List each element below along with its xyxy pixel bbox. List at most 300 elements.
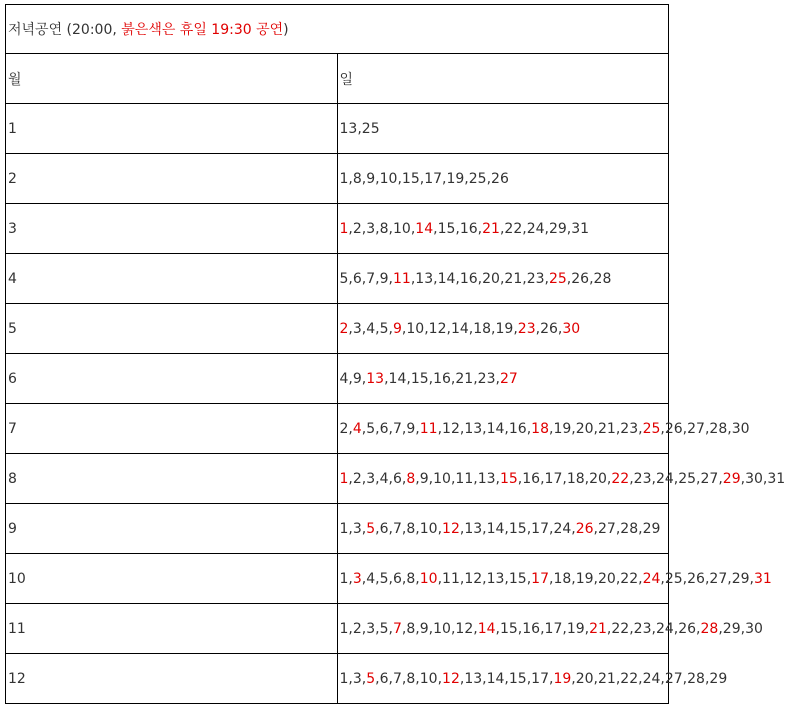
day-number: 23 [633,620,652,637]
day-separator: , [571,570,576,587]
day-separator: , [361,370,367,387]
day-separator: , [584,620,590,637]
holiday-day: 11 [393,270,411,287]
day-separator: , [673,470,679,487]
day-number: 17 [531,520,549,537]
day-number: 13 [464,420,483,437]
day-separator: , [410,270,416,287]
day-separator: , [762,470,768,487]
day-number: 27 [598,520,616,537]
day-number: 28 [709,420,728,437]
day-separator: , [348,320,353,337]
table-row [6,204,669,254]
month-cell: 2 [6,154,338,204]
holiday-day: 13 [366,370,385,387]
day-separator: , [375,670,380,687]
day-number: 3 [366,620,376,637]
day-separator: , [548,520,554,537]
day-number: 8 [406,520,416,537]
holiday-day: 21 [589,620,607,637]
day-number: 7 [393,420,402,437]
day-separator: , [638,520,643,537]
day-separator: , [589,270,594,287]
day-number: 16 [522,620,541,637]
holiday-day: 4 [352,420,362,437]
day-number: 26 [491,170,509,187]
day-separator: , [491,320,496,337]
day-number: 14 [450,320,469,337]
day-separator: , [375,570,380,587]
day-separator: , [682,670,688,687]
day-separator: , [651,620,656,637]
day-number: 22 [620,570,639,587]
day-number: 1 [339,170,349,187]
holiday-day: 17 [531,570,549,587]
day-separator: , [424,320,429,337]
day-separator: , [375,470,380,487]
day-number: 26 [678,620,697,637]
table-row [6,104,669,154]
day-number: 23 [620,420,639,437]
day-separator: , [660,670,665,687]
day-separator: , [526,420,532,437]
day-separator: , [522,270,527,287]
day-number: 31 [571,220,590,237]
day-separator: , [459,520,465,537]
day-separator: , [357,120,362,137]
day-separator: , [375,170,380,187]
day-separator: , [406,370,411,387]
day-separator: , [548,420,554,437]
day-number: 25 [468,170,487,187]
holiday-day: 18 [531,420,549,437]
day-separator: , [361,620,367,637]
day-number: 3 [352,320,362,337]
day-number: 21 [504,270,523,287]
month-cell: 10 [6,554,338,604]
day-separator: , [415,420,420,437]
holiday-day: 7 [393,620,402,637]
day-number: 5 [339,270,349,287]
day-number: 7 [393,520,402,537]
day-number: 1 [339,670,349,687]
day-number: 21 [598,420,616,437]
day-number: 21 [455,370,474,387]
day-number: 9 [419,470,429,487]
month-cell: 3 [6,204,338,254]
day-number: 13 [477,470,496,487]
day-number: 6 [379,420,389,437]
table-row [6,504,669,554]
holiday-day: 14 [415,220,434,237]
days-cell [337,504,669,554]
day-separator: , [660,420,665,437]
day-separator: , [388,670,393,687]
day-separator: , [388,470,393,487]
day-number: 9 [366,170,376,187]
day-separator: , [629,620,634,637]
day-separator: , [419,170,425,187]
day-number: 12 [428,320,447,337]
day-separator: , [504,570,509,587]
day-separator: , [682,420,688,437]
day-separator: , [615,420,621,437]
day-separator: , [704,420,710,437]
day-number: 15 [508,670,527,687]
table-row [6,254,669,304]
day-number: 11 [455,470,474,487]
day-header: 일 [337,54,669,104]
day-number: 30 [745,620,763,637]
day-number: 6 [393,570,402,587]
day-number: 27 [709,570,728,587]
day-separator: , [606,620,612,637]
day-number: 6 [379,520,389,537]
holiday-day: 26 [575,520,594,537]
day-separator: , [477,270,483,287]
day-separator: , [696,470,701,487]
day-number: 5 [379,320,389,337]
schedule-table-body [6,5,785,704]
day-separator: , [615,670,621,687]
day-separator: , [388,320,393,337]
day-separator: , [401,620,407,637]
day-separator: , [593,570,598,587]
day-separator: , [361,170,367,187]
day-separator: , [348,370,353,387]
month-cell: 8 [6,454,338,504]
holiday-day: 27 [499,370,518,387]
day-separator: , [361,420,367,437]
day-separator: , [401,320,407,337]
days-cell [337,404,750,454]
month-header: 월 [6,54,338,104]
day-number: 2 [339,420,349,437]
day-separator: , [477,220,483,237]
day-separator: , [740,470,746,487]
day-number: 8 [352,170,362,187]
holiday-day: 5 [366,520,376,537]
day-separator: , [348,270,353,287]
month-cell: 1 [6,104,338,154]
day-separator: , [562,620,567,637]
day-number: 12 [464,570,483,587]
holiday-day: 31 [753,570,772,587]
holiday-day: 25 [642,420,661,437]
day-number: 13 [415,270,434,287]
holiday-day: 19 [553,670,572,687]
day-separator: , [566,220,572,237]
day-number: 19 [575,570,594,587]
day-separator: , [348,170,353,187]
day-separator: , [446,320,451,337]
day-number: 25 [664,570,683,587]
day-separator: , [526,570,532,587]
days-cell [337,604,763,654]
day-separator: , [473,370,478,387]
holiday-day: 29 [722,470,741,487]
holiday-day: 1 [339,220,349,237]
day-separator: , [361,320,367,337]
day-number: 13 [464,670,483,687]
holiday-day: 2 [339,320,349,337]
holiday-day: 12 [442,520,460,537]
day-number: 30 [745,470,763,487]
day-number: 24 [642,670,661,687]
day-separator: , [388,520,393,537]
day-separator: , [638,670,643,687]
day-number: 17 [544,620,563,637]
day-separator: , [593,670,598,687]
day-separator: , [571,670,576,687]
day-number: 7 [393,670,402,687]
day-number: 26 [687,570,705,587]
day-separator: , [482,570,487,587]
day-separator: , [584,470,590,487]
day-separator: , [557,320,563,337]
month-cell: 6 [6,354,338,404]
day-number: 3 [366,220,376,237]
day-separator: , [361,570,367,587]
day-number: 16 [459,270,478,287]
day-separator: , [375,220,380,237]
day-separator: , [459,420,465,437]
day-number: 10 [419,670,438,687]
day-separator: , [468,320,474,337]
day-number: 31 [767,470,785,487]
holiday-day: 14 [477,620,496,637]
day-separator: , [428,620,434,637]
day-number: 6 [379,670,389,687]
day-separator: , [504,670,509,687]
day-number: 6 [393,470,402,487]
day-separator: , [540,470,545,487]
day-number: 3 [352,520,362,537]
day-separator: , [696,620,701,637]
day-separator: , [437,570,443,587]
day-number: 13 [486,570,505,587]
evening-performance-schedule-table [5,4,785,704]
day-number: 18 [473,320,492,337]
day-number: 10 [433,620,451,637]
day-separator: , [638,570,643,587]
day-separator: , [348,620,353,637]
day-number: 29 [548,220,567,237]
day-number: 18 [566,470,585,487]
days-cell [337,204,669,254]
day-separator: , [548,570,554,587]
day-number: 15 [437,220,456,237]
month-cell: 5 [6,304,338,354]
day-separator: , [593,420,598,437]
day-number: 26 [540,320,558,337]
table-row [6,354,669,404]
holiday-day: 25 [548,270,567,287]
day-number: 5 [366,420,376,437]
day-separator: , [535,320,541,337]
day-separator: , [437,420,443,437]
days-cell [337,304,669,354]
day-separator: , [388,620,393,637]
day-number: 9 [419,620,429,637]
day-number: 29 [642,520,661,537]
holiday-day: 12 [442,670,460,687]
title-holiday-note: 붉은색은 휴일 19:30 공연 [121,22,284,38]
day-separator: , [401,520,407,537]
day-separator: , [415,470,420,487]
day-number: 16 [433,370,451,387]
day-number: 30 [731,420,750,437]
day-separator: , [544,270,549,287]
day-number: 22 [611,620,630,637]
month-cell: 9 [6,504,338,554]
day-number: 9 [406,420,416,437]
day-separator: , [682,570,688,587]
day-separator: , [704,570,710,587]
day-separator: , [401,670,407,687]
day-number: 12 [442,420,460,437]
holiday-day: 10 [419,570,438,587]
day-number: 8 [379,220,389,237]
title-row [6,5,669,54]
day-separator: , [571,520,576,537]
holiday-day: 11 [419,420,438,437]
holiday-day: 24 [642,570,661,587]
day-separator: , [464,170,469,187]
day-separator: , [401,570,407,587]
day-separator: , [375,270,380,287]
day-separator: , [428,470,434,487]
day-separator: , [455,220,460,237]
day-number: 20 [598,570,616,587]
day-separator: , [615,570,621,587]
day-separator: , [495,370,500,387]
day-number: 4 [379,470,389,487]
day-separator: , [566,270,572,287]
day-separator: , [660,570,665,587]
day-separator: , [499,220,505,237]
day-separator: , [384,370,389,387]
day-separator: , [450,620,456,637]
day-separator: , [433,270,438,287]
day-number: 25 [678,470,697,487]
day-number: 23 [477,370,496,387]
day-number: 1 [339,570,349,587]
day-number: 23 [633,470,652,487]
day-number: 13 [464,520,483,537]
day-separator: , [718,620,723,637]
holiday-day: 3 [352,570,362,587]
day-number: 4 [339,370,349,387]
month-cell: 11 [6,604,338,654]
day-number: 19 [553,420,572,437]
day-separator: , [571,420,576,437]
day-separator: , [415,570,420,587]
day-separator: , [526,520,532,537]
holiday-day: 23 [517,320,536,337]
day-separator: , [410,220,416,237]
day-number: 24 [526,220,545,237]
day-number: 28 [593,270,612,287]
day-number: 17 [544,470,563,487]
day-separator: , [504,420,509,437]
day-separator: , [375,520,380,537]
day-number: 16 [459,220,478,237]
day-number: 20 [575,420,594,437]
holiday-day: 9 [393,320,402,337]
day-separator: , [361,670,367,687]
holiday-day: 21 [482,220,500,237]
day-separator: , [375,320,380,337]
day-separator: , [361,270,367,287]
day-separator: , [629,470,634,487]
day-number: 7 [366,270,376,287]
day-separator: , [442,170,447,187]
title-close: ) [283,22,289,38]
day-number: 17 [531,670,549,687]
day-separator: , [544,220,549,237]
days-cell [337,104,669,154]
day-number: 17 [424,170,443,187]
day-number: 24 [655,470,674,487]
day-separator: , [749,570,754,587]
holiday-day: 28 [700,620,719,637]
day-number: 6 [352,270,362,287]
title-cell [6,5,669,54]
day-separator: , [415,670,420,687]
day-separator: , [482,420,487,437]
month-cell: 7 [6,404,338,454]
day-number: 12 [455,620,474,637]
day-number: 10 [433,470,451,487]
day-number: 3 [366,470,376,487]
day-separator: , [388,220,393,237]
day-number: 14 [437,270,456,287]
table-row [6,604,669,654]
day-separator: , [455,270,460,287]
day-separator: , [450,470,456,487]
day-separator: , [375,620,380,637]
day-number: 4 [366,320,376,337]
day-separator: , [450,370,456,387]
day-separator: , [388,270,393,287]
day-number: 8 [406,670,416,687]
day-number: 10 [406,320,425,337]
day-separator: , [473,620,478,637]
day-number: 21 [598,670,616,687]
day-number: 22 [504,220,523,237]
days-cell [337,354,669,404]
day-separator: , [517,470,523,487]
day-number: 1 [339,620,349,637]
day-number: 28 [620,520,639,537]
day-separator: , [540,620,545,637]
day-number: 9 [352,370,362,387]
header-row [6,54,669,104]
day-separator: , [397,170,402,187]
day-number: 10 [393,220,411,237]
day-separator: , [388,420,393,437]
day-separator: , [499,270,505,287]
day-number: 15 [401,170,420,187]
day-number: 16 [522,470,541,487]
holiday-day: 1 [339,470,349,487]
day-number: 19 [495,320,514,337]
day-separator: , [638,420,643,437]
days-cell [337,654,728,704]
day-separator: , [401,420,407,437]
day-separator: , [361,520,367,537]
